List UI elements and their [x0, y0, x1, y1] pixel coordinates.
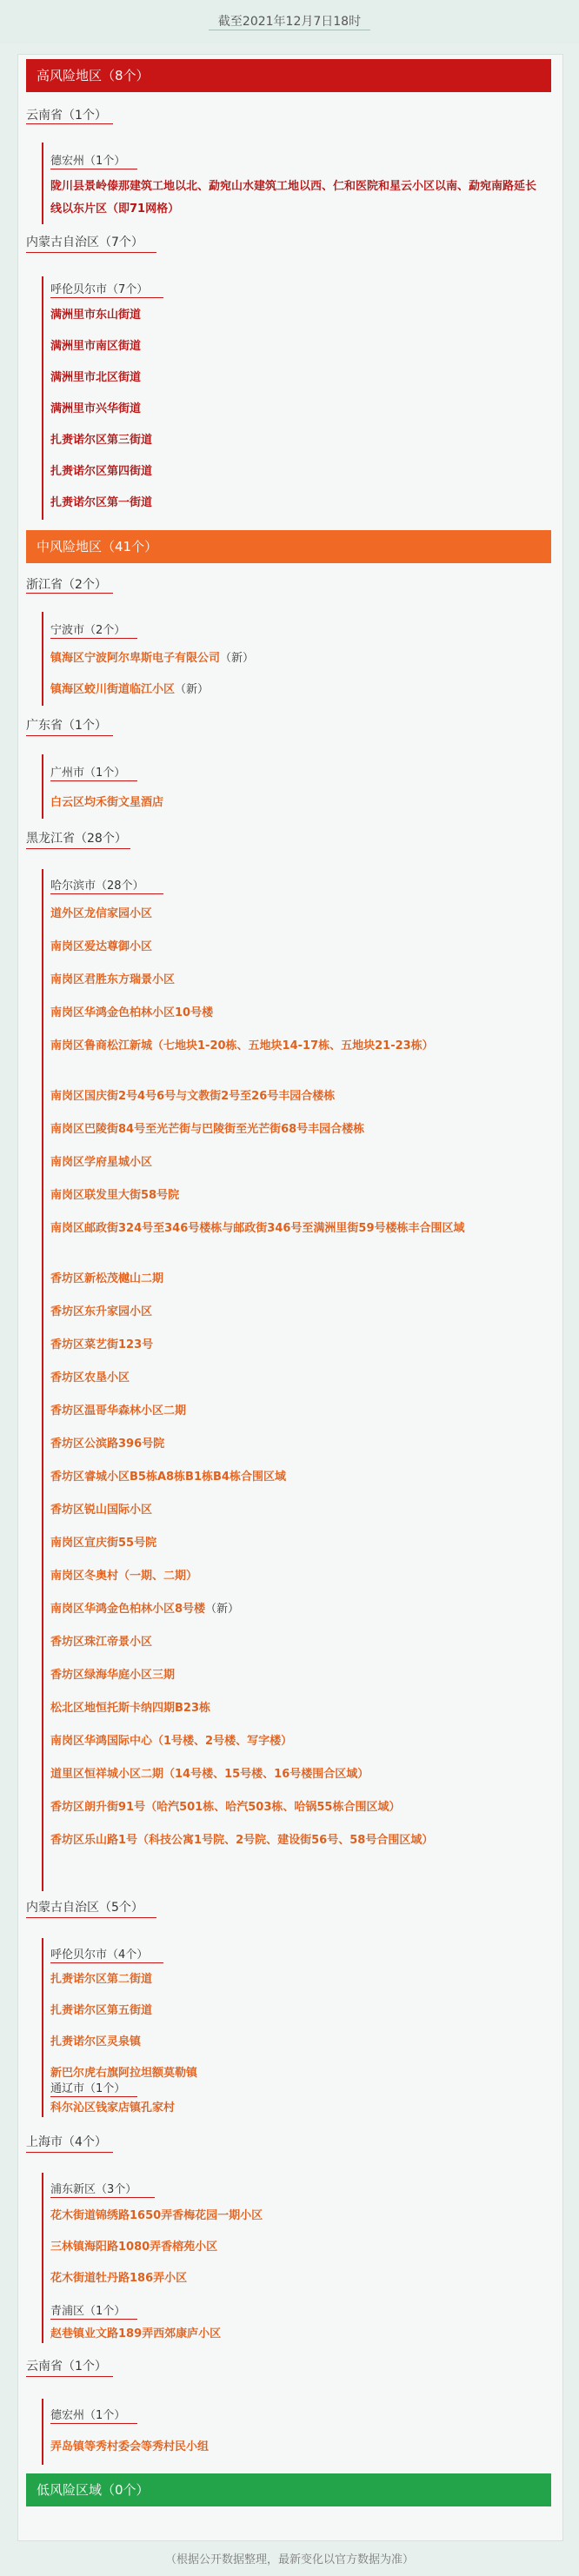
city-underline	[50, 297, 163, 298]
mid-risk-item: 香坊区乐山路1号（科技公寓1号院、2号院、建设街56号、58号合围区域）	[50, 1834, 434, 1847]
vertical-rule	[42, 143, 43, 224]
city-hulunbuir-high: 呼伦贝尔市（7个）	[50, 283, 149, 296]
mid-risk-item: 道里区恒祥城小区二期（14号楼、15号楼、16号楼围合区域）	[50, 1768, 369, 1781]
city-underline	[50, 893, 163, 894]
vertical-rule	[42, 2173, 43, 2343]
province-neimeng-mid: 内蒙古自治区（5个）	[26, 1901, 143, 1915]
province-underline	[26, 2152, 113, 2153]
vertical-rule	[42, 869, 43, 1891]
city-guangzhou: 广州市（1个）	[50, 767, 126, 780]
mid-risk-item: 南岗区华鸿金色柏林小区8号楼（新）	[50, 1603, 240, 1616]
mid-risk-item: 弄岛镇等秀村委会等秀村民小组	[50, 2440, 210, 2453]
city-underline	[50, 780, 137, 781]
mid-risk-item: 香坊区温哥华森林小区二期	[50, 1404, 187, 1417]
province-underline	[26, 735, 113, 736]
province-underline	[26, 848, 130, 849]
page-header	[0, 0, 579, 43]
city-underline	[50, 1962, 163, 1963]
mid-risk-item: 南岗区国庆街2号4号6号与文教街2号至26号丰园合楼栋	[50, 1090, 336, 1103]
province-zhejiang: 浙江省（2个）	[26, 578, 107, 592]
province-heilongjiang: 黑龙江省（28个）	[26, 832, 127, 846]
mid-risk-item: 香坊区菜艺街123号	[50, 1338, 154, 1351]
high-risk-item: 扎赉诺尔区第三街道	[50, 434, 153, 447]
city-underline	[50, 638, 137, 639]
mid-risk-item: 香坊区睿城小区B5栋A8栋B1栋B4栋合围区域	[50, 1471, 286, 1484]
high-risk-item: 满洲里市兴华街道	[50, 402, 142, 415]
high-risk-item: 满洲里市南区街道	[50, 340, 142, 353]
update-time: 截至2021年12月7日18时	[217, 15, 362, 29]
vertical-rule	[42, 1938, 43, 2117]
mid-risk-item: 南岗区联发里大街58号院	[50, 1189, 180, 1202]
mid-risk-item: 花木街道牡丹路186弄小区	[50, 2272, 188, 2285]
mid-risk-item: 南岗区君胜东方瑞景小区	[50, 973, 176, 986]
mid-risk-item: 南岗区学府星城小区	[50, 1156, 153, 1169]
low-risk-section-bar: 低风险区域（0个）	[26, 2473, 551, 2506]
mid-risk-item: 松北区地恒托斯卡纳四期B23栋	[50, 1702, 210, 1715]
province-underline	[26, 1917, 156, 1918]
city-tongliao: 通辽市（1个）	[50, 2082, 126, 2095]
mid-risk-item: 香坊区农垦小区	[50, 1371, 130, 1384]
mid-risk-item: 新巴尔虎右旗阿拉坦额莫勒镇	[50, 2067, 198, 2080]
mid-risk-item: 扎赉诺尔区灵泉镇	[50, 2035, 142, 2048]
mid-risk-item: 三林镇海阳路1080弄香榕苑小区	[50, 2241, 218, 2254]
mid-risk-item: 科尔沁区钱家店镇孔家村	[50, 2101, 176, 2115]
province-underline	[26, 593, 113, 594]
mid-risk-item: 白云区均禾街文星酒店	[50, 796, 164, 809]
mid-risk-item: 南岗区华鸿国际中心（1号楼、2号楼、写字楼）	[50, 1735, 293, 1748]
high-risk-item: 扎赉诺尔区第四街道	[50, 465, 153, 478]
mid-risk-item: 香坊区珠江帝景小区	[50, 1636, 153, 1649]
city-qingpu: 青浦区（1个）	[50, 2305, 126, 2318]
mid-risk-item: 扎赉诺尔区第二街道	[50, 1973, 153, 1986]
province-neimeng-high: 内蒙古自治区（7个）	[26, 236, 143, 249]
vertical-rule	[42, 276, 43, 520]
province-yunnan-high: 云南省（1个）	[26, 109, 107, 123]
mid-risk-item: 香坊区绿海华庭小区三期	[50, 1669, 176, 1682]
mid-risk-item: 南岗区宣庆街55号院	[50, 1537, 157, 1550]
mid-risk-item: 南岗区鲁商松江新城（七地块1-20栋、五地块14-17栋、五地块21-23栋）	[50, 1039, 434, 1052]
city-hulunbuir-mid: 呼伦贝尔市（4个）	[50, 1949, 149, 1962]
city-dehong-mid: 德宏州（1个）	[50, 2409, 126, 2422]
province-shanghai: 上海市（4个）	[26, 2135, 107, 2149]
mid-risk-item: 花木街道锦绣路1650弄香梅花园一期小区	[50, 2209, 263, 2222]
mid-risk-item: 南岗区巴陵街84号至光芒街与巴陵街至光芒街68号丰园合楼栋	[50, 1123, 365, 1136]
city-underline	[50, 2319, 137, 2320]
high-risk-item: 满洲里市北区街道	[50, 371, 142, 384]
mid-risk-item: 香坊区新松茂樾山二期	[50, 1272, 164, 1285]
city-ningbo: 宁波市（2个）	[50, 624, 126, 637]
high-risk-item: 扎赉诺尔区第一街道	[50, 496, 153, 509]
mid-risk-item: 香坊区东升家园小区	[50, 1305, 153, 1318]
high-risk-item: 陇川县景岭傣那建筑工地以北、勐宛山水建筑工地以西、仁和医院和星云小区以南、勐宛南路延长线以东片区（即71网格）	[50, 180, 537, 216]
mid-risk-item: 南岗区邮政街324号至346号楼栋与邮政街346号至满洲里街59号楼栋丰合围区域	[50, 1222, 465, 1235]
mid-risk-item: 南岗区爱达尊御小区	[50, 940, 153, 953]
high-risk-item: 满洲里市东山街道	[50, 309, 142, 322]
city-underline	[50, 2423, 137, 2424]
city-pudong: 浦东新区（3个）	[50, 2183, 137, 2196]
vertical-rule	[42, 754, 43, 819]
mid-risk-item: 道外区龙信家园小区	[50, 907, 153, 920]
vertical-rule	[42, 2399, 43, 2465]
mid-risk-item: 扎赉诺尔区第五街道	[50, 2004, 153, 2017]
mid-risk-item: 镇海区宁波阿尔卑斯电子有限公司（新）	[50, 652, 255, 665]
mid-risk-item: 香坊区锐山国际小区	[50, 1504, 153, 1517]
mid-risk-item: 镇海区蛟川街道临江小区（新）	[50, 683, 210, 696]
province-guangdong: 广东省（1个）	[26, 719, 107, 733]
mid-risk-item: 南岗区冬奥村（一期、二期）	[50, 1570, 198, 1583]
mid-risk-item: 赵巷镇业文路189弄西郊康庐小区	[50, 2327, 222, 2340]
mid-risk-item: 南岗区华鸿金色柏林小区10号楼	[50, 1006, 214, 1019]
city-underline	[50, 2197, 155, 2198]
vertical-rule	[42, 612, 43, 706]
high-risk-section-bar: 高风险地区（8个）	[26, 59, 551, 92]
city-dehong-high: 德宏州（1个）	[50, 155, 126, 168]
province-underline	[26, 2376, 113, 2377]
mid-risk-section-bar: 中风险地区（41个）	[26, 530, 551, 563]
mid-risk-item: 香坊区公滨路396号院	[50, 1437, 165, 1451]
content-card	[17, 54, 563, 2541]
province-underline	[26, 123, 113, 124]
province-underline	[26, 252, 156, 253]
footer-note: （根据公开数据整理，最新变化以官方数据为准）	[164, 2553, 414, 2566]
city-harbin: 哈尔滨市（28个）	[50, 880, 144, 893]
city-underline	[50, 2096, 137, 2097]
province-yunnan-mid: 云南省（1个）	[26, 2360, 107, 2374]
mid-risk-item: 香坊区朗升街91号（哈汽501栋、哈汽503栋、哈锅55栋合围区域）	[50, 1801, 401, 1814]
